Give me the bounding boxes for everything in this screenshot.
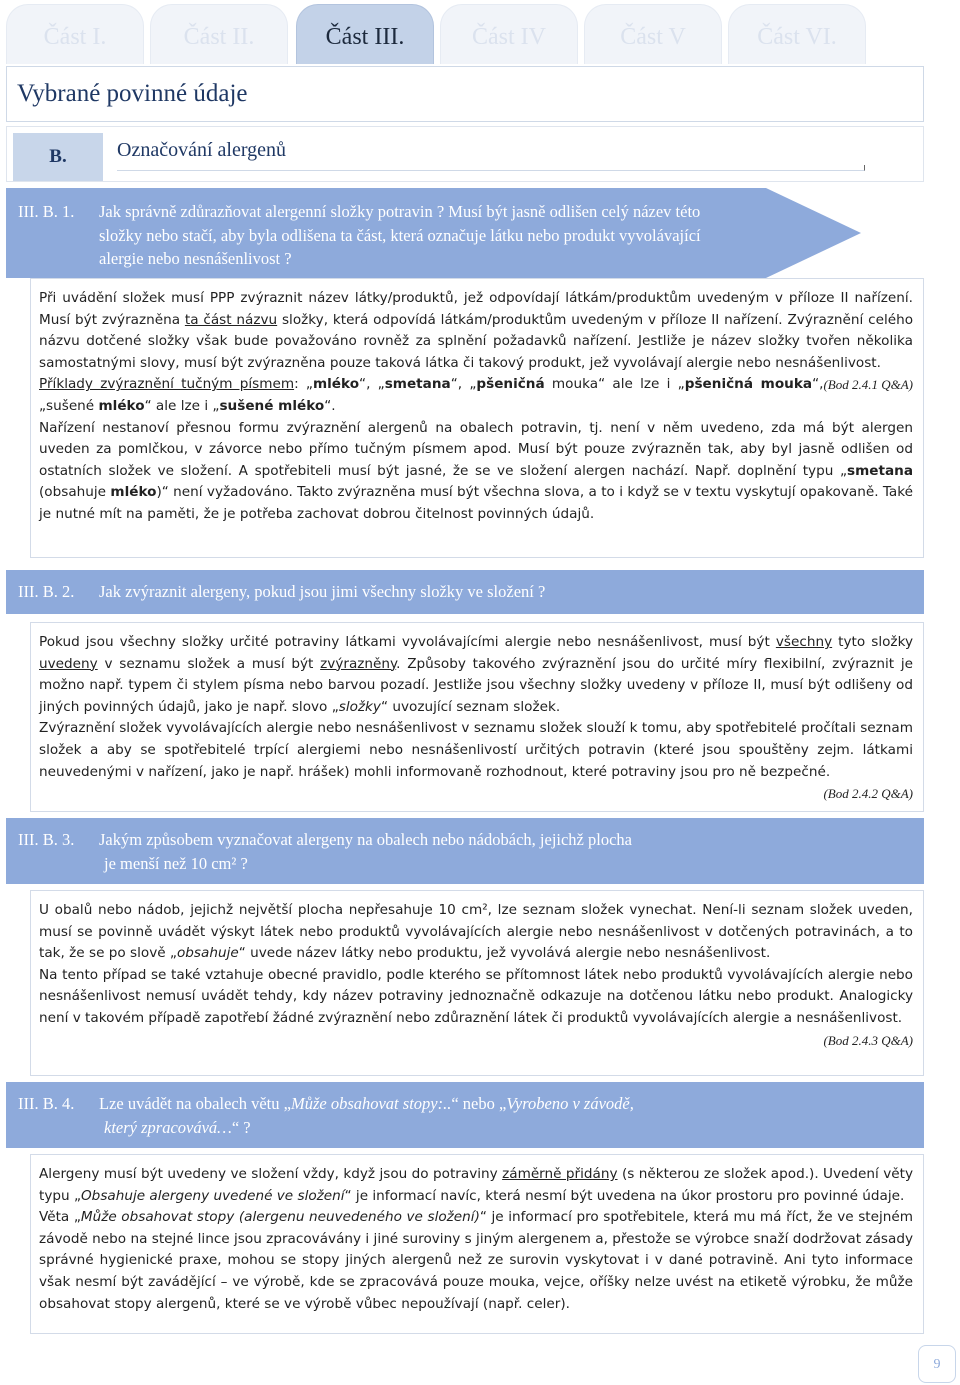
question-text: Lze uvádět na obalech větu „Může obsahovat stopy:..“ nebo „Vyrobeno v závodě, bbox=[99, 1094, 634, 1113]
question-number: III. B. 2. bbox=[18, 582, 75, 601]
tab-part-5[interactable]: Část V bbox=[584, 4, 722, 64]
section-divider bbox=[117, 165, 865, 171]
reference: (Bod 2.4.1 Q&A) bbox=[823, 377, 913, 393]
answer-paragraph: Nařízení nestanoví přesnou formu zvýraznění alergenů na obalech potravin, tj. není v něm uvedeno, zda má být alergen uveden za pomlčkou, v závorce nebo přímo tučným písmem apod. Musí být pouze zvýrazněn tak, aby byl jasně odlišen od ostatních složek ve složení. A spotřebiteli musí být jasné, že se ve složení alergen nachází. Např. doplnění typu „smetana (obsahuje mléko)“ není vyžadováno. Takto zvýrazněna musí být všechna slova, a to i když se v textu vyskytují opakovaně. Také je nutné mít na paměti, že je potřeba zachovat dobrou čitelnost povinných údajů. bbox=[39, 419, 914, 522]
question-text: Jak zvýraznit alergeny, pokud jsou jimi všechny složky ve složení ? bbox=[99, 582, 546, 601]
question-number: III. B. 3. bbox=[18, 830, 75, 849]
tab-part-1[interactable]: Část I. bbox=[6, 4, 144, 64]
answer-paragraph: Na tento případ se také vztahuje obecné pravidlo, podle kterého se přítomnost látek nebo produktů vyvolávajících alergie nebo nesnášenlivost nemusí uvádět tehdy, kdy název potraviny jednoznačně odkazuje na dotčenou látku nebo produkt. Analogicky není v takovém případě zapotřebí žádné zvýraznění nebo zdůraznění látek či produktů vyvolávajících alergie a nesnášenlivost. (Bod 2.4.3 Q&A) bbox=[39, 965, 913, 1030]
reference: (Bod 2.4.3 Q&A) bbox=[823, 1032, 913, 1048]
tab-part-4[interactable]: Část IV bbox=[440, 4, 578, 64]
question-banner-3 bbox=[6, 818, 924, 884]
question-text: který zpracovává…“ ? bbox=[104, 1118, 251, 1137]
question-banner-2 bbox=[6, 570, 924, 614]
section-badge: B. bbox=[13, 133, 103, 181]
answer-paragraph: Alergeny musí být uvedeny ve složení vždy, když jsou do potraviny záměrně přidány (s některou ze složek apod.). Uvedení věty typu „Obsahuje alergeny uvedené ve složení“ je informací navíc, která nesmí být uvedena na úkor prostoru pro povinné údaje. bbox=[39, 1166, 913, 1204]
tab-part-3[interactable]: Část III. bbox=[296, 4, 434, 64]
reference: (Bod 2.4.2 Q&A) bbox=[823, 786, 913, 802]
answer-box-1 bbox=[30, 278, 924, 558]
answer-box-2 bbox=[30, 622, 924, 812]
tab-part-6[interactable]: Část VI. bbox=[728, 4, 866, 64]
question-text: je menší než 10 cm² ? bbox=[104, 854, 248, 873]
answer-box-3 bbox=[30, 890, 924, 1076]
answer-box-4 bbox=[30, 1154, 924, 1334]
tab-bar bbox=[0, 0, 960, 62]
question-text: Jak správně zdůrazňovat alergenní složky potravin ? Musí být jasně odlišen celý název této složky nebo stačí, aby byla odlišena ta část, která označuje látku nebo produkt vyvolávající alergie nebo nesnášenlivost ? bbox=[99, 202, 701, 268]
example-paragraph: Příklady zvýraznění tučným písmem: „mléko“, „smetana“, „pšeničná mouka“ ale lze i „pšeničná mouka“, „sušené mléko“ ale lze i „sušené mléko“. bbox=[39, 376, 824, 414]
question-number: III. B. 1. bbox=[18, 202, 75, 221]
answer-paragraph: Při uvádění složek musí PPP zvýraznit název látky/produktů, jež odpovídají látkám/produktům uvedeným v příloze II nařízení. Musí být zvýrazněna ta část názvu složky, která odpovídá látkám/produktům uvedeným v příloze II nařízení. Zvýraznění celého názvu dotčené složky však bude považováno rovněž za splnění požadavků nařízení. Jestliže je název složky tvořen několika samostatnými slovy, musí být zvýrazněna pouze taková látka či takový produkt, jež vyvolávají alergie nebo nesnášenlivost. (Bod 2.4.1 Q&A) bbox=[39, 288, 913, 374]
section-header bbox=[6, 126, 924, 182]
section-heading: Označování alergenů bbox=[117, 139, 286, 161]
question-1 bbox=[6, 200, 856, 272]
answer-paragraph: Pokud jsou všechny složky určité potraviny látkami vyvolávajícími alergie nebo nesnášenlivost, musí být všechny tyto složky uvedeny v seznamu složek a musí být zvýrazněny. Způsoby takového zvýraznění jsou do určité míry flexibilní, zvýraznit je možno např. typem či stylem písma nebo barvou pozadí. Jestliže jsou všechny složky uvedeny v příloze II, musí být odlišeny od jiných povinných údajů, jako je např. slovo „složky“ uvozující seznam složek. bbox=[39, 634, 913, 715]
answer-paragraph: Věta „Může obsahovat stopy (alergenu neuvedeného ve složení)“ je informací pro spotřebitele, která mu má říct, že ve stejném závodě nebo na stejné lince jsou zpracovávány i jiné suroviny s jiným alergenem a, přestože se výrobce snaží dodržovat zásady správné hygienické praxe, mohou se stopy jiných alergenů než ze surovin vyskytovat i v dané potravině. Ani tyto informace však nesmí být zavádějící – ve výrobě, kde se zpracovává pouze mouka, vejce, oříšky nelze uvést na etiketě výrobku, že může obsahovat stopy alergenů, které se ve výrobě vůbec nepoužívají (např. celer). bbox=[39, 1209, 913, 1312]
tab-part-2[interactable]: Část II. bbox=[150, 4, 288, 64]
title-bar bbox=[6, 66, 924, 122]
question-text: Jakým způsobem vyznačovat alergeny na obalech nebo nádobách, jejichž plocha bbox=[99, 830, 632, 849]
question-banner-4 bbox=[6, 1082, 924, 1148]
answer-paragraph: Zvýraznění složek vyvolávajících alergie nebo nesnášenlivost v seznamu složek slouží k tomu, aby spotřebitelé pročítali seznam složek a aby se spotřebitelé trpící alergiemi nebo nesnášenlivostí určitých potravin (které jsou spouštěny zejm. látkami neuvedenými v nařízení, jako je např. hrášek) mohli informovaně rozhodnout, které potraviny jsou pro ně bezpečné. (Bod 2.4.2 Q&A) bbox=[39, 718, 913, 783]
question-number: III. B. 4. bbox=[18, 1094, 75, 1113]
page-number: 9 bbox=[918, 1345, 956, 1383]
answer-paragraph: U obalů nebo nádob, jejichž největší plocha nepřesahuje 10 cm², lze seznam složek vynechat. Není-li seznam složek uveden, musí se povinně uvádět výskyt látek nebo produktů vyvolávajících alergie nebo nesnášenlivost v dotčených potravinách, a to tak, že se po slově „obsahuje“ uvede název látky nebo produktu, jež vyvolává alergie nebo nesnášenlivost. bbox=[39, 902, 913, 962]
page-title: Vybrané povinné údaje bbox=[17, 80, 248, 107]
